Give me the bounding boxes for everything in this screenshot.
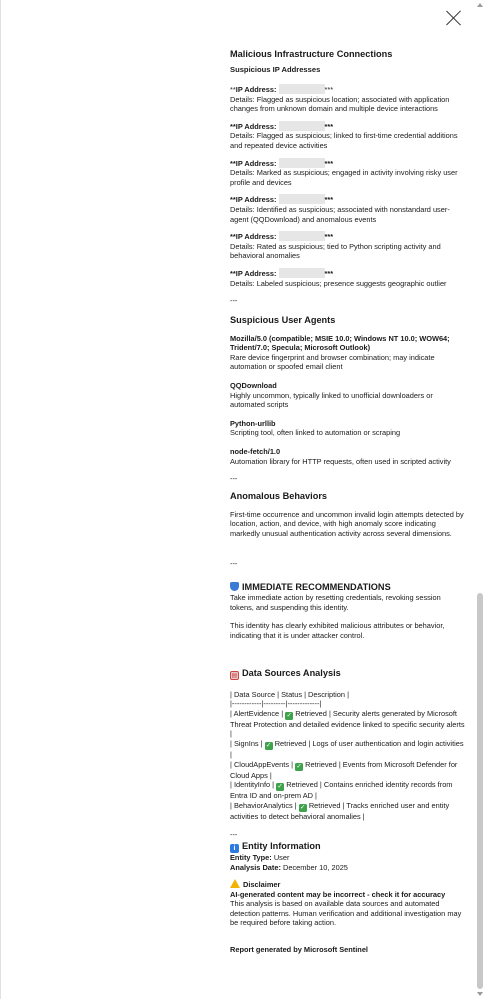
ip-prefix: ** — [230, 158, 236, 168]
ip-line — [230, 121, 466, 132]
source-description: | Logs of user authentication and login activities | — [230, 738, 464, 759]
sources-title — [230, 667, 466, 680]
separator: --- — [230, 558, 238, 568]
ip-label: IP Address: — [235, 268, 277, 278]
checkmark-icon: ✓ — [277, 783, 283, 791]
ip-entry — [230, 231, 466, 261]
source-row — [230, 760, 466, 781]
ip-details: Details: Identified as suspicious; associated with nonstandard user-agent (QQDownload) and anomalous events — [230, 204, 450, 224]
ip-label: IP Address: — [235, 195, 277, 205]
ip-suffix: *** — [324, 158, 334, 168]
ip-label: IP Address: — [235, 121, 277, 131]
user-agent-name: node-fetch/1.0 — [230, 447, 281, 457]
ip-label: IP Address: — [235, 158, 277, 168]
source-name: | AlertEvidence | — [230, 708, 286, 718]
user-agent-desc: Automation library for HTTP requests, often used in scripted activity — [230, 456, 451, 466]
disclaimer-bold: AI-generated content may be incorrect - check it for accuracy — [230, 889, 446, 899]
source-row — [230, 801, 466, 822]
ip-entry — [230, 158, 466, 188]
ip-list — [230, 84, 466, 288]
source-status: Retrieved — [274, 738, 307, 748]
ip-details: Details: Marked as suspicious; engaged in activity involving risky user profile and devices — [230, 168, 458, 187]
recs-p1: Take immediate action by resetting credentials, revoking session tokens, and suspending this identity. — [230, 593, 441, 612]
scroll-up-arrow[interactable] — [477, 3, 483, 7]
redacted-ip — [279, 158, 325, 168]
ip-prefix: ** — [230, 195, 236, 205]
source-name: | CloudAppEvents | — [230, 759, 296, 769]
ip-prefix: ** — [230, 232, 236, 242]
checkmark-icon: ✓ — [296, 762, 302, 770]
scrollbar-thumb[interactable] — [477, 593, 483, 989]
ip-prefix: ** — [230, 121, 236, 131]
source-name: | BehaviorAnalytics | — [230, 800, 299, 810]
ip-line — [230, 268, 466, 279]
user-agent-entry — [230, 419, 466, 438]
analysis-date-label: Analysis Date: — [230, 862, 281, 872]
entity-type-label: Entity Type: — [230, 852, 272, 862]
source-description: | Contains enriched identity records from Entra ID and on-prem AD | — [230, 780, 453, 801]
redacted-ip — [279, 268, 325, 278]
ip-suffix: *** — [324, 232, 334, 242]
recs-title — [230, 581, 466, 593]
source-description: | Security alerts generated by Microsoft Threat Protection and detailed evidence linked to specific security alerts | — [230, 708, 465, 739]
ip-line — [230, 84, 466, 95]
ip-prefix: ** — [230, 268, 236, 278]
checkmark-icon: ✓ — [265, 741, 272, 749]
disclaimer-text: This analysis is based on available data sources and automated detection patterns. Human verification and additional investigation may be required before taking action. — [230, 899, 462, 928]
ip-line — [230, 158, 466, 169]
clipboard-icon: ▤ — [231, 672, 238, 679]
entity-title-text: Entity Information — [242, 840, 321, 851]
source-status: Retrieved — [286, 780, 318, 790]
source-row — [230, 739, 466, 760]
report-content — [230, 48, 466, 955]
scroll-down-arrow[interactable] — [477, 992, 483, 996]
ip-label: IP Address: — [235, 232, 277, 242]
source-status: Retrieved — [308, 800, 341, 810]
ip-entry — [230, 121, 466, 151]
ip-details: Details: Flagged as suspicious; linked to first-time credential additions and repeated device activities — [230, 131, 458, 150]
source-description: | Events from Microsoft Defender for Cloud Apps | — [230, 759, 458, 780]
entity-type-value: User — [273, 852, 290, 862]
user-agent-desc: Highly uncommon, typically linked to unofficial downloaders or automated scripts — [230, 390, 433, 410]
checkmark-icon: ✓ — [286, 711, 292, 719]
ip-label: IP Address: — [235, 85, 277, 94]
source-row — [230, 780, 466, 801]
redacted-ip — [279, 84, 325, 94]
ip-details: Details: Rated as suspicious; tied to Python scripting activity and behavioral anomalies — [230, 241, 441, 261]
agent-list — [230, 334, 466, 467]
analysis-date — [230, 863, 466, 873]
redacted-ip — [279, 194, 325, 204]
report-footer: Report generated by Microsoft Sentinel — [230, 945, 368, 955]
ip-suffix: *** — [324, 195, 334, 205]
disclaimer-title-text: Disclaimer — [243, 880, 281, 890]
source-name: | IdentityInfo | — [230, 780, 277, 790]
disclaimer-title — [230, 879, 466, 890]
checkmark-icon: ✓ — [300, 803, 306, 811]
info-icon: i — [230, 844, 239, 853]
ip-entry — [230, 194, 466, 224]
redacted-ip — [279, 121, 325, 131]
source-row — [230, 709, 466, 739]
sources-title-text: Data Sources Analysis — [242, 667, 341, 678]
analysis-date-value: December 10, 2025 — [283, 862, 348, 872]
recs-title-text: IMMEDIATE RECOMMENDATIONS — [242, 582, 391, 593]
separator: --- — [230, 474, 238, 484]
user-agent-name: Mozilla/5.0 (compatible; MSIE 10.0; Windows NT 10.0; WOW64; Trident/7.0; Specula; Microsoft Outlook) — [230, 333, 450, 353]
user-agent-entry — [230, 447, 466, 466]
ip-details: Details: Flagged as suspicious location; associated with application changes from unknown domain and multiple device interactions — [230, 94, 450, 114]
behaviors-text: First-time occurrence and uncommon invalid login attempts detected by location, action, and device, with high anomaly score indicating markedly unusual authentication activity across several dimensions. — [230, 509, 464, 538]
user-agent-desc: Rare device fingerprint and browser combination; may indicate automation or spoofed email client — [230, 352, 435, 372]
shield-icon — [230, 582, 239, 591]
ip-prefix: ** — [230, 85, 236, 94]
recs-p2: This identity has clearly exhibited malicious attributes or behavior, indicating that it is under attacker control. — [230, 621, 445, 640]
sources-header: | Data Source | Status | Description | — [230, 689, 350, 699]
ip-line — [230, 194, 466, 205]
behaviors-title: Anomalous Behaviors — [230, 490, 328, 501]
user-agent-name: QQDownload — [230, 381, 277, 391]
warning-icon — [230, 879, 240, 888]
source-description: | Tracks enriched user and entity activities to detect behavioral anomalies | — [230, 800, 450, 821]
source-name: | SignIns | — [230, 738, 265, 748]
ip-entry — [230, 268, 466, 288]
separator: --- — [230, 830, 238, 840]
sources-divider: |------------|---------|-------------| — [230, 699, 322, 709]
separator: --- — [230, 296, 238, 306]
redacted-ip — [279, 231, 325, 241]
source-status: Retrieved — [305, 759, 337, 769]
ip-details: Details: Labeled suspicious; presence suggests geographic outlier — [230, 278, 447, 288]
ip-suffix: *** — [324, 268, 334, 278]
ip-suffix: *** — [324, 121, 334, 131]
ip-heading: Suspicious IP Addresses — [230, 65, 321, 74]
user-agent-desc: Scripting tool, often linked to automation or scraping — [230, 428, 401, 438]
source-rows — [230, 709, 466, 822]
source-status: Retrieved — [295, 708, 327, 718]
close-icon[interactable] — [446, 10, 462, 26]
user-agent-entry — [230, 381, 466, 410]
infra-title: Malicious Infrastructure Connections — [230, 49, 393, 59]
user-agent-name: Python-urllib — [230, 418, 276, 428]
agents-title: Suspicious User Agents — [230, 314, 336, 325]
ip-entry — [230, 84, 466, 114]
ip-suffix: *** — [324, 85, 334, 94]
entity-title — [230, 840, 466, 853]
user-agent-entry — [230, 334, 466, 372]
entity-type — [230, 853, 466, 863]
ip-line — [230, 231, 466, 242]
